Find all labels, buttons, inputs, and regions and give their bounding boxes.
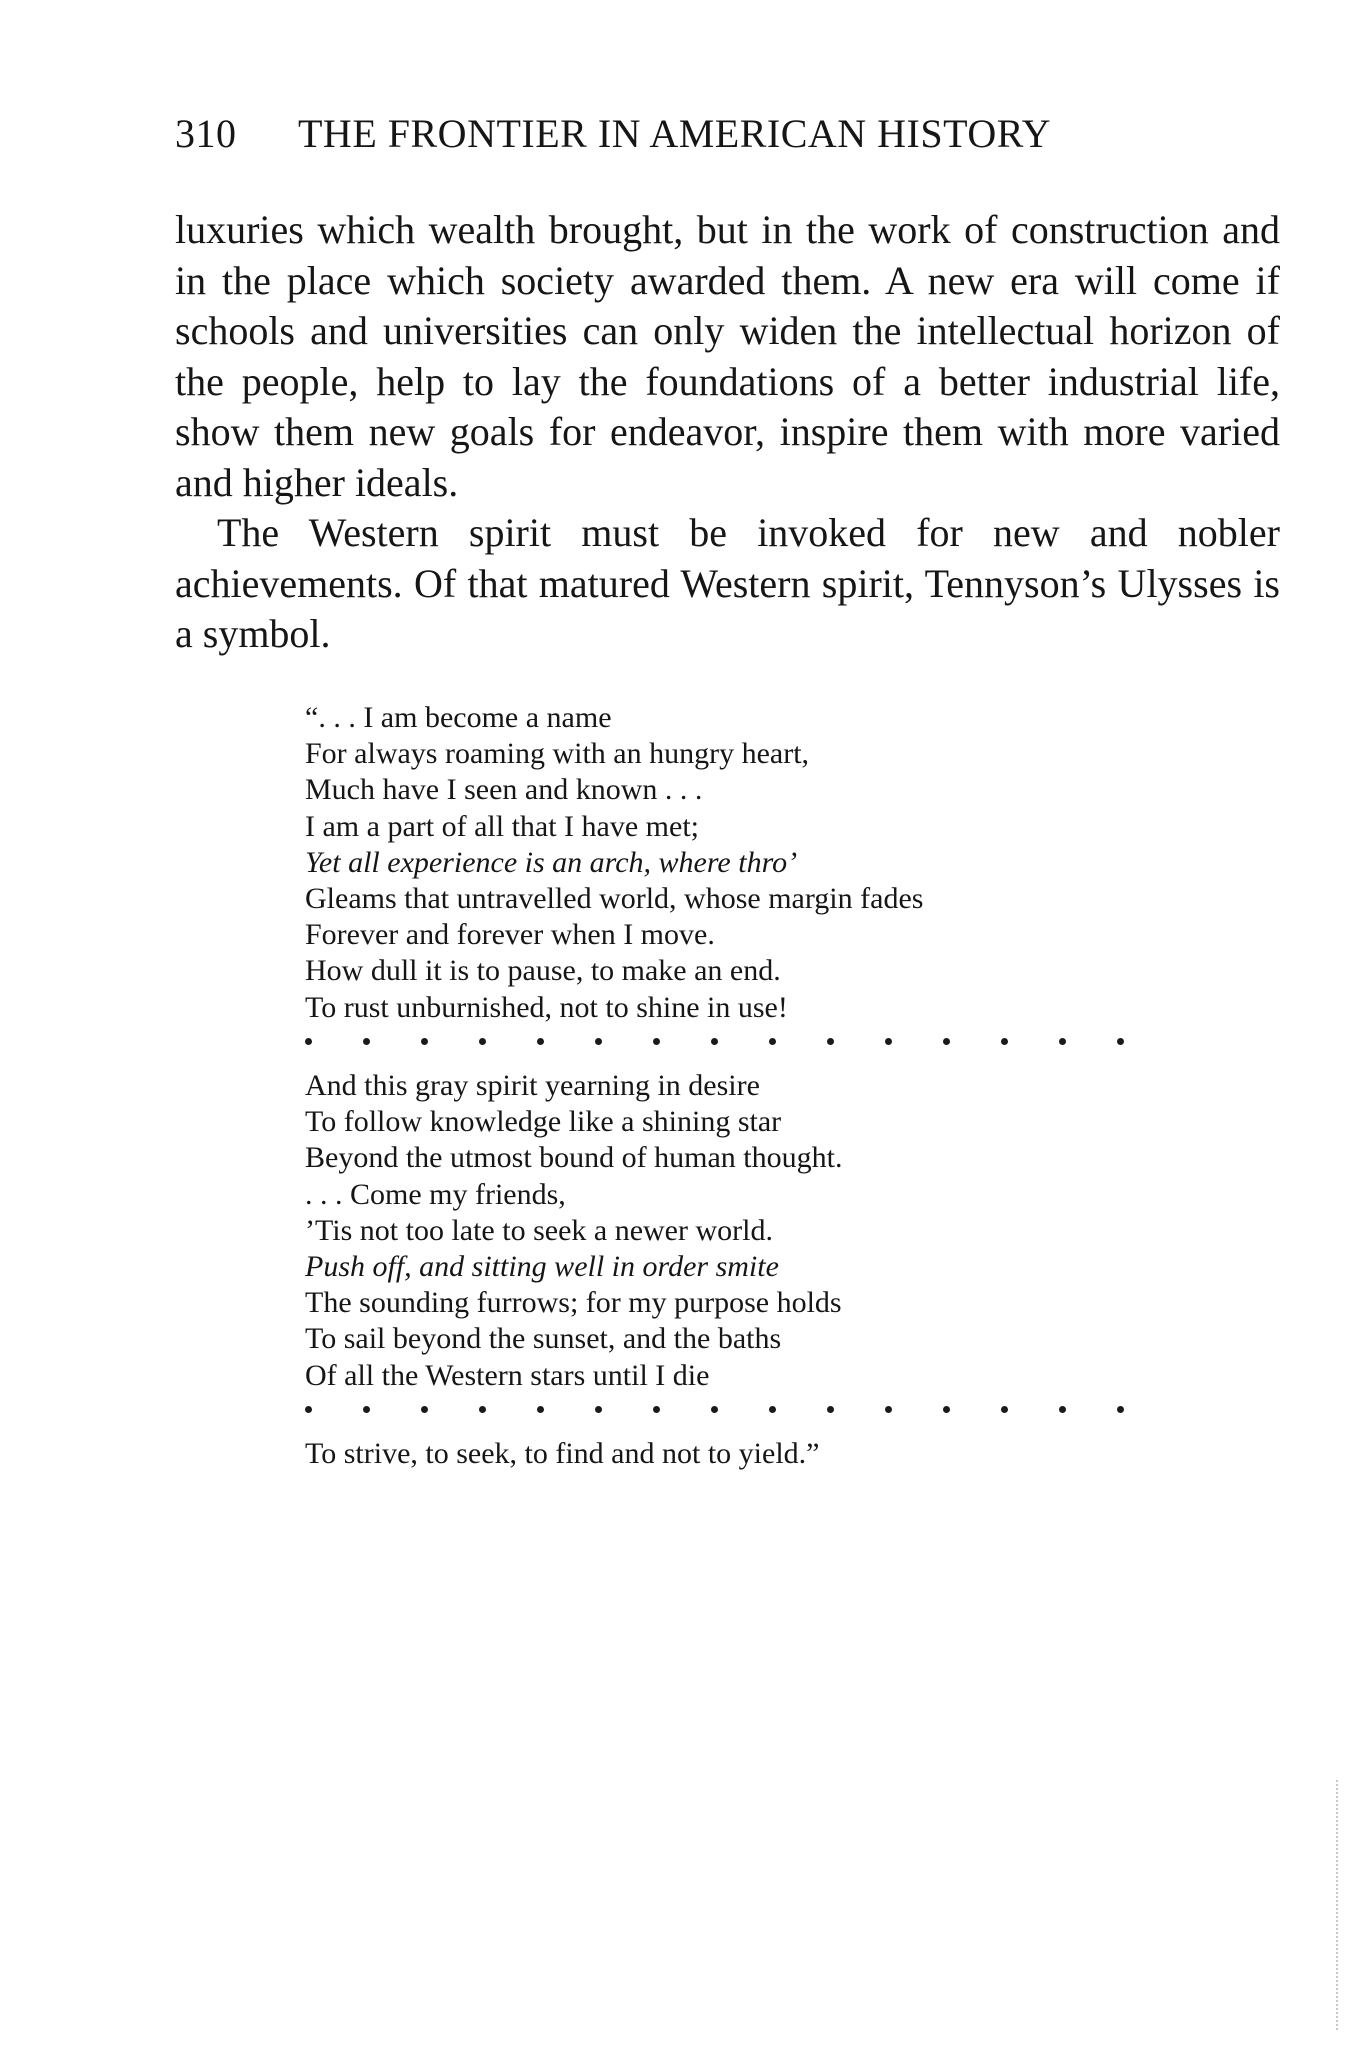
poem-line: Push off, and sitting well in order smite (305, 1250, 779, 1284)
poem-line: To sail beyond the sunset, and the baths (305, 1322, 782, 1356)
poem-line: To follow knowledge like a shining star (305, 1105, 782, 1139)
poem-stanza (305, 1436, 1185, 1472)
poem-line: To rust unburnished, not to shine in use! (305, 990, 788, 1024)
poem-line: Forever and forever when I move. (305, 918, 715, 952)
ellipsis-dot-row (305, 1030, 1185, 1066)
scan-edge-specks (1336, 1780, 1340, 2030)
poem-line: Much have I seen and known . . . (305, 773, 703, 807)
poem-line: Of all the Western stars until I die (305, 1358, 710, 1392)
poem-line: I am a part of all that I have met; (305, 809, 699, 843)
poem-line: To strive, to seek, to find and not to yield.” (305, 1437, 820, 1471)
poem-quotation (305, 700, 1185, 1472)
poem-line: How dull it is to pause, to make an end. (305, 954, 781, 988)
ellipsis-dot-row (305, 1398, 1185, 1434)
body-text (175, 205, 1280, 660)
poem-line: ’Tis not too late to seek a newer world. (305, 1213, 773, 1247)
poem-line: . . . Come my friends, (305, 1177, 566, 1211)
running-head (175, 110, 1275, 158)
running-title: THE FRONTIER IN AMERICAN HISTORY (298, 111, 1052, 156)
poem-line: Beyond the utmost bound of human thought. (305, 1141, 843, 1175)
poem-line: Yet all experience is an arch, where thro’ (305, 845, 798, 879)
page-number: 310 (175, 111, 237, 156)
poem-line: And this gray spirit yearning in desire (305, 1069, 760, 1103)
poem-stanza (305, 1068, 1185, 1394)
poem-stanza (305, 700, 1185, 1026)
paragraph: The Western spirit must be invoked for new and nobler achievements. Of that matured Western spirit, Tennyson’s Ulysses is a symbol. (175, 510, 1280, 656)
poem-line: The sounding furrows; for my purpose holds (305, 1286, 842, 1320)
poem-line: “. . . I am become a name (305, 701, 612, 734)
poem-line: For always roaming with an hungry heart, (305, 737, 810, 771)
paragraph-continued: luxuries which wealth brought, but in the work of construction and in the place which society awarded them. A new era will come if schools and universities can only widen the intellectual horizon of the people, help to lay the foundations of a better industrial life, show them new goals for endeavor, inspire them with more varied and higher ideals. (175, 207, 1280, 505)
poem-line: Gleams that untravelled world, whose margin fades (305, 882, 924, 916)
